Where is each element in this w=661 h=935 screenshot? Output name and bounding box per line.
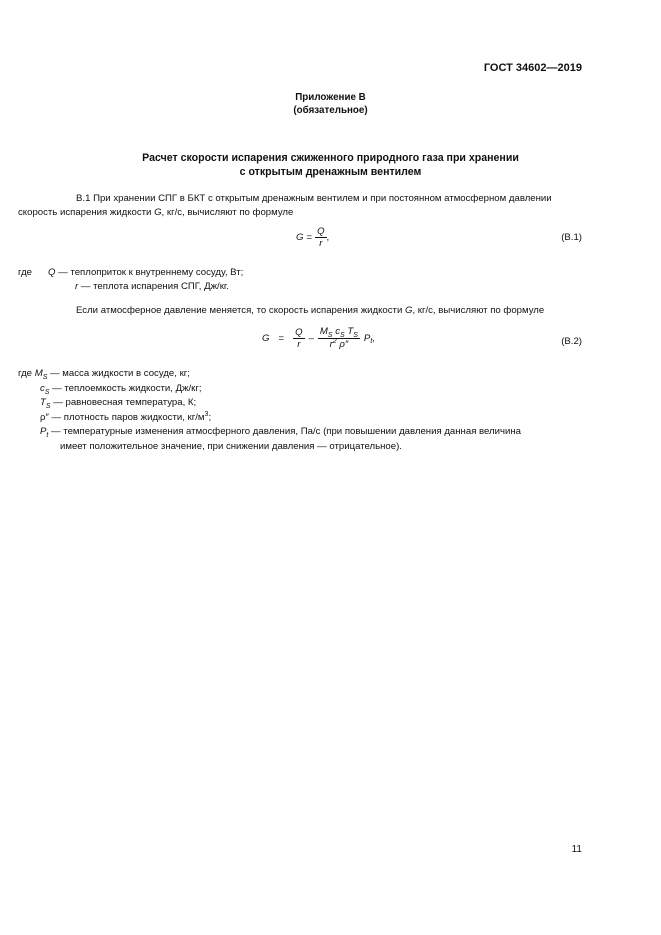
text: , кг/с, вычисляют по формуле — [161, 207, 294, 218]
def-r — [18, 280, 582, 294]
sup: 2 — [332, 338, 337, 345]
denominator — [328, 339, 351, 351]
sym-t: T — [347, 326, 354, 337]
sub: S — [327, 332, 333, 339]
sym-p: P — [363, 333, 371, 344]
fraction-mct-over-r2rho — [318, 326, 360, 351]
sub: S — [353, 332, 358, 339]
eq-minus: – — [308, 333, 314, 344]
denominator: r — [319, 238, 323, 249]
sub: t — [46, 432, 49, 439]
def-pt — [18, 425, 582, 440]
sym-r: r — [329, 339, 333, 350]
equation-number-b1: (В.1) — [561, 232, 582, 243]
def-text: — плотность паров жидкости, кг/м — [51, 411, 205, 423]
def-text: — температурные изменения атмосферного давления, Па/с (при повышении давления данная величина — [51, 426, 522, 437]
def-cs — [18, 382, 582, 397]
paragraph-b1 — [18, 192, 582, 220]
sub: S — [340, 332, 345, 339]
paragraph-b2-intro — [18, 304, 582, 318]
paragraph-b1-line2 — [18, 206, 582, 220]
fraction-q-over-r — [293, 327, 304, 350]
sub: S — [45, 403, 51, 410]
eq-equals: = — [278, 333, 285, 344]
sub: t — [370, 338, 373, 345]
sym-q: Q — [48, 267, 56, 278]
section-title-line1: Расчет скорости испарения сжиженного природного газа при хранении — [142, 152, 519, 164]
denominator: r — [297, 339, 301, 350]
where-block-1 — [18, 266, 582, 293]
equation-b1 — [296, 226, 329, 249]
sym: P — [40, 426, 47, 437]
sub: S — [42, 374, 48, 381]
sym-rho: ρ″ — [339, 339, 349, 350]
def-q — [18, 266, 582, 280]
numerator — [318, 326, 360, 339]
eq-equals: = — [306, 232, 313, 243]
page-number: 11 — [571, 844, 582, 855]
standard-number: ГОСТ 34602—2019 — [483, 62, 582, 74]
section-title-line2: с открытым дренажным вентилем — [239, 166, 422, 178]
sub: S — [44, 388, 50, 396]
eq-lhs: G — [296, 232, 304, 243]
def-rho — [18, 411, 582, 426]
sym: M — [34, 368, 43, 379]
sym: c — [40, 382, 45, 394]
where-word: где — [18, 267, 33, 278]
var-g: G — [404, 305, 413, 316]
sym-c: c — [335, 326, 341, 337]
def-text: — равновесная температура, К; — [53, 397, 197, 408]
def-ts — [18, 396, 582, 411]
text: Если атмосферное давление меняется, то скорость испарения жидкости — [76, 305, 405, 316]
appendix-status: (обязательное) — [293, 105, 368, 116]
eq-tail: , — [326, 232, 330, 243]
var-g: G — [154, 207, 162, 218]
def-text: — теплоприток к внутреннему сосуду, Вт; — [58, 267, 244, 278]
sym-r: r — [75, 280, 79, 292]
text: , кг/с, вычисляют по формуле — [412, 305, 545, 316]
sym-m: M — [319, 326, 328, 337]
eq-tail: , — [372, 333, 375, 344]
sym: T — [40, 397, 46, 408]
paragraph-b1-line1: В.1 При хранении СПГ в БКТ с открытым дренажным вентилем и при постоянном атмосферном давлении — [76, 193, 552, 204]
sup: 3 — [204, 410, 209, 418]
fraction-q-over-r — [315, 226, 326, 249]
def-text: — теплоемкость жидкости, Дж/кг; — [52, 382, 202, 394]
def-ms — [18, 367, 582, 382]
equation-number-b2: (В.2) — [561, 336, 582, 347]
numerator: Q — [295, 327, 303, 338]
def-pt-cont: имеет положительное значение, при снижении давления — отрицательное). — [60, 440, 402, 452]
numerator: Q — [317, 226, 325, 237]
eq-lhs: G — [262, 333, 270, 344]
def-text: — масса жидкости в сосуде, кг; — [50, 368, 190, 379]
text: скорость испарения жидкости — [18, 207, 155, 218]
def-text: — теплота испарения СПГ, Дж/кг. — [80, 280, 229, 292]
where-word: где — [18, 368, 33, 379]
where-block-2 — [18, 367, 582, 453]
sym: ρ″ — [40, 411, 49, 423]
def-text-end: ; — [208, 411, 212, 423]
equation-b2 — [262, 326, 375, 351]
appendix-title: Приложение В — [295, 92, 366, 103]
